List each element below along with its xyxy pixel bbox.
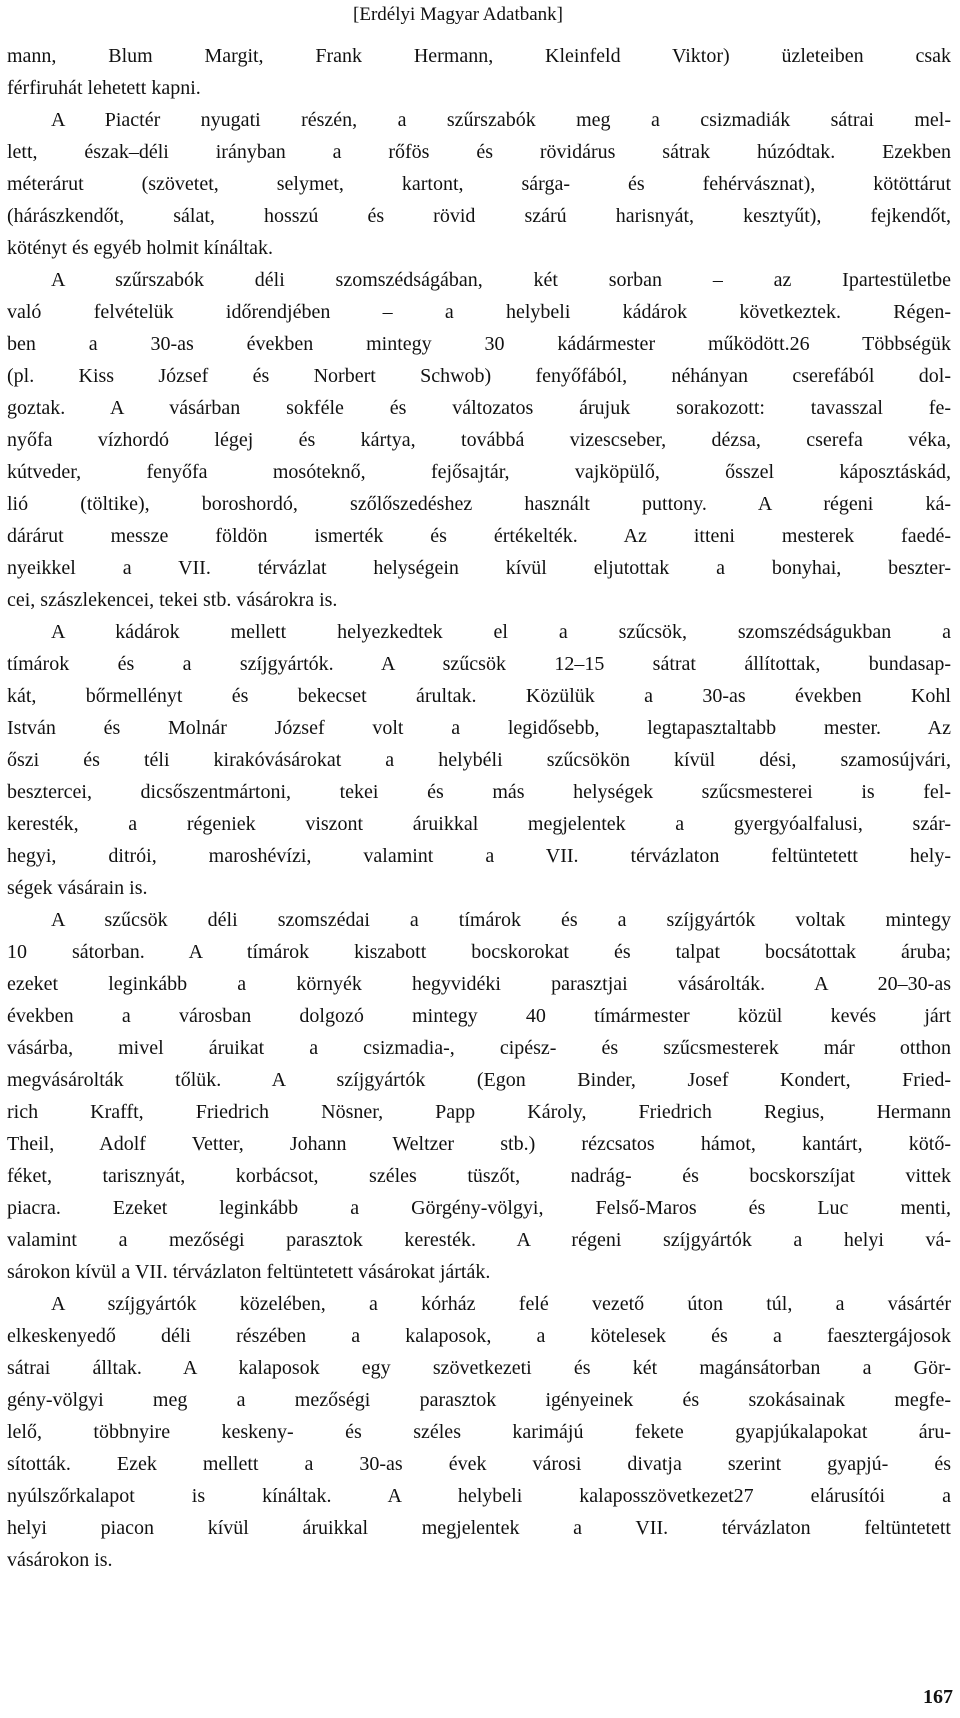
text-line: években a városban dolgozó mintegy 40 tímármester közül kevés járt xyxy=(7,1005,951,1027)
text-line: ezeket leginkább a környék hegyvidéki parasztjai vásárolták. A 20–30-as xyxy=(7,973,951,995)
text-line: keresték, a régeniek viszont áruikkal megjelentek a gyergyóalfalusi, szár- xyxy=(7,813,951,835)
text-line: 10 sátorban. A tímárok kiszabott bocskorokat és talpat bocsátottak áruba; xyxy=(7,941,951,963)
text-line: lió (töltike), boroshordó, szőlőszedéshez használt puttony. A régeni ká- xyxy=(7,493,951,515)
text-line: dárárut messze földön ismerték és értékelték. Az itteni mesterek faedé- xyxy=(7,525,951,547)
text-line: féket, tarisznyát, korbácsot, széles tüszőt, nadrág- és bocskorszíjat vittek xyxy=(7,1165,951,1187)
text-line: hegyi, ditrói, maroshévízi, valamint a VII. térvázlaton feltüntetett hely- xyxy=(7,845,951,867)
text-line: nyeikkel a VII. térvázlat helységein kívül eljutottak a bonyhai, beszter- xyxy=(7,557,951,579)
text-line: goztak. A vásárban sokféle és változatos árujuk sorakozott: tavasszal fe- xyxy=(7,397,951,419)
text-line: A szíjgyártók közelében, a kórház felé vezető úton túl, a vásártér xyxy=(51,1293,951,1315)
page-number: 167 xyxy=(923,1686,953,1708)
text-line: (pl. Kiss József és Norbert Schwob) fenyőfából, néhányan cserefából dol- xyxy=(7,365,951,387)
text-line: nyúlszőrkalapot is kínáltak. A helybeli kalaposszövetkezet27 elárusítói a xyxy=(7,1485,951,1507)
text-line: A Piactér nyugati részén, a szűrszabók meg a csizmadiák sátrai mel- xyxy=(51,109,951,131)
text-line: A kádárok mellett helyezkedtek el a szűcsök, szomszédságukban a xyxy=(51,621,951,643)
text-line: őszi és téli kirakóvásárokat a helybéli szűcsökön kívül dési, szamosújvári, xyxy=(7,749,951,771)
text-line: lelő, többnyire keskeny- és széles karimájú fekete gyapjúkalapokat áru- xyxy=(7,1421,951,1443)
text-line: megvásárolták tőlük. A szíjgyártók (Egon Binder, Josef Kondert, Fried- xyxy=(7,1069,951,1091)
text-line: ben a 30-as években mintegy 30 kádármester működött.26 Többségük xyxy=(7,333,951,355)
text-line: kötényt és egyéb holmit kínáltak. xyxy=(7,237,274,259)
text-line: István és Molnár József volt a legidősebb, legtapasztaltabb mester. Az xyxy=(7,717,951,739)
text-line: sították. Ezek mellett a 30-as évek városi divatja szerint gyapjú- és xyxy=(7,1453,951,1475)
text-line: elkeskenyedő déli részében a kalaposok, a kötelesek és a faesztergájosok xyxy=(7,1325,951,1347)
text-line: rich Krafft, Friedrich Nösner, Papp Károly, Friedrich Regius, Hermann xyxy=(7,1101,951,1123)
text-line: lett, észak–déli irányban a rőfös és rövidárus sátrak húzódtak. Ezekben xyxy=(7,141,951,163)
text-line: A szűrszabók déli szomszédságában, két sorban – az Ipartestületbe xyxy=(51,269,951,291)
text-line: méterárut (szövetet, selymet, kartont, sárga- és fehérvásznat), kötöttárut xyxy=(7,173,951,195)
text-line: való felvételük időrendjében – a helybeli kádárok következtek. Régen- xyxy=(7,301,951,323)
text-line: valamint a mezőségi parasztok keresték. A régeni szíjgyártók a helyi vá- xyxy=(7,1229,951,1251)
text-line: gény-völgyi meg a mezőségi parasztok igényeinek és szokásainak megfe- xyxy=(7,1389,951,1411)
text-line: A szűcsök déli szomszédai a tímárok és a szíjgyártók voltak mintegy xyxy=(51,909,951,931)
text-line: ségek vásárain is. xyxy=(7,877,148,899)
text-line: (hárászkendőt, sálat, hosszú és rövid szárú harisnyát, kesztyűt), fejkendőt, xyxy=(7,205,951,227)
source-header: [Erdélyi Magyar Adatbank] xyxy=(353,4,563,25)
body-text xyxy=(7,40,951,1576)
text-line: sárokon kívül a VII. térvázlaton feltüntetett vásárokat járták. xyxy=(7,1261,491,1283)
text-line: kútveder, fenyőfa mosóteknő, fejősajtár, vajköpülő, ősszel káposztáskád, xyxy=(7,461,951,483)
text-line: mann, Blum Margit, Frank Hermann, Kleinfeld Viktor) üzleteiben csak xyxy=(7,45,951,67)
text-line: sátrai álltak. A kalaposok egy szövetkezeti és két magánsátorban a Gör- xyxy=(7,1357,951,1379)
text-line: Theil, Adolf Vetter, Johann Weltzer stb.) rézcsatos hámot, kantárt, kötő- xyxy=(7,1133,951,1155)
text-line: piacra. Ezeket leginkább a Görgény-völgyi, Felső-Maros és Luc menti, xyxy=(7,1197,951,1219)
text-line: férfiruhát lehetett kapni. xyxy=(7,77,201,99)
text-line: besztercei, dicsőszentmártoni, tekei és más helységek szűcsmesterei is fel- xyxy=(7,781,951,803)
text-line: tímárok és a szíjgyártók. A szűcsök 12–15 sátrat állítottak, bundasap- xyxy=(7,653,951,675)
text-line: vásárokon is. xyxy=(7,1549,113,1571)
text-line: nyőfa vízhordó légej és kártya, továbbá vizescseber, dézsa, cserefa véka, xyxy=(7,429,951,451)
text-line: kát, bőrmellényt és bekecset árultak. Közülük a 30-as években Kohl xyxy=(7,685,951,707)
text-line: cei, szászlekencei, tekei stb. vásárokra is. xyxy=(7,589,338,611)
text-line: helyi piacon kívül áruikkal megjelentek a VII. térvázlaton feltüntetett xyxy=(7,1517,951,1539)
text-line: vásárba, mivel áruikat a csizmadia-, cipész- és szűcsmesterek már otthon xyxy=(7,1037,951,1059)
